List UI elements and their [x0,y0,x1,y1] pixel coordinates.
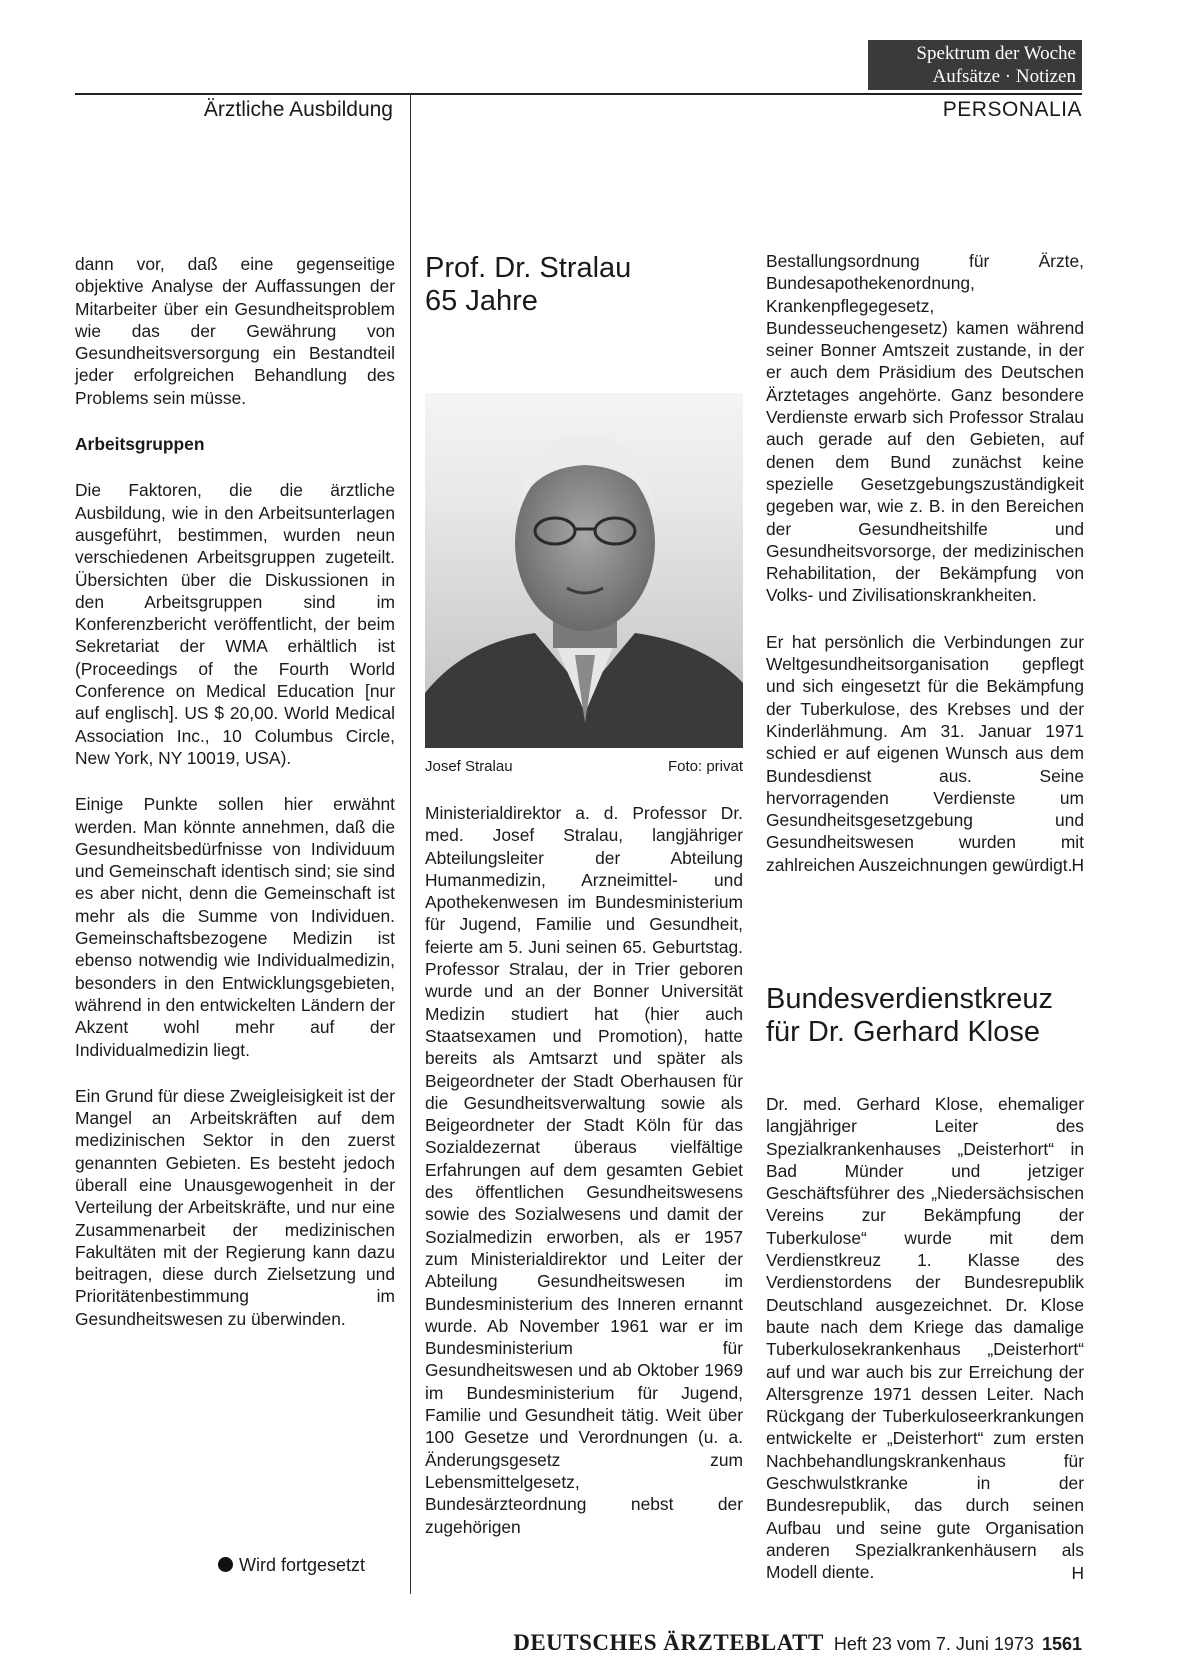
paragraph: Die Faktoren, die die ärztliche Ausbildung, wie in den Arbeitsunterlagen ausgeführt, bestimmen, wurden neun verschiedenen Arbeitsgruppen zugeteilt. Übersichten über die Diskussionen in den Arbeitsgruppen sind im Konferenzbericht veröffentlicht, der beim Sekretariat der WMA erhältlich ist (Proceedings of the Fourth World Conference on Medical Education [nur auf englisch]. US $ 20,00. World Medical Association Inc., 10 Columbus Circle, New York, NY 10019, USA). [75,480,395,768]
article-title-line1: Bundesverdienstkreuz [766,983,1053,1015]
bullet-icon [218,1557,233,1572]
header-rule [75,93,1082,95]
section-label-line1: Spektrum der Woche [916,43,1076,64]
page-number: 1561 [1041,1634,1082,1654]
footer [513,1632,1082,1655]
paragraph: dann vor, daß eine gegenseitige objektive Analyse der Auffassungen der Mitarbeiter über ein Gesundheitsproblem wie das der Gewährung von Gesundheitsversorgung ein Bestandteil jeder erfolgreichen Behandlung des Problems sein müsse. [75,254,395,408]
paragraph: Ministerialdirektor a. d. Professor Dr. med. Josef Stralau, langjähriger Abteilungsleiter der Abteilung Humanmedizin, Arzneimittel- und Apothekenwesen im Bundesministerium für Jugend, Familie und Gesundheit, feierte am 5. Juni seinen 65. Geburtstag. Professor Stralau, der in Trier geboren wurde und an der Bonner Universität Medizin studiert hat (hier auch Staatsexamen und Promotion), hatte bereits als Amtsarzt und später als Beigeordneter der Stadt Oberhausen für die Gesundheitsverwaltung sowie als Beigeordneter der Stadt Köln für das Sozialdezernat überaus vielfältige Erfahrungen auf dem gesamten Gebiet des öffentlichen Gesundheitswesens sowie des Sozialwesens und damit der Sozialmedizin erworben, als er 1957 zum Ministerialdirektor und Leiter der Abteilung Gesundheitswesen im Bundesministerium des Inneren ernannt wurde. Ab November 1961 war er im Bundesministerium für Gesundheitswesen und ab Oktober 1969 im Bundesministerium für Jugend, Familie und Gesundheit tätig. Weit über 100 Gesetze und Verordnungen (u. a. Änderungsgesetz zum Lebensmittelgesetz, Bundesärzteordnung nebst der zugehörigen [425,803,743,1537]
article-title [766,983,1096,1049]
paragraph: Dr. med. Gerhard Klose, ehemaliger langjähriger Leiter des Spezialkrankenhauses „Deisterhort“ in Bad Münder und jetziger Geschäftsführer des „Niedersächsischen Vereins zur Bekämpfung der Tuberkulose“ wurde mit dem Verdienstkreuz 1. Klasse des Verdienstordens der Bundesrepublik Deutschland ausgezeichnet. Dr. Klose baute nach dem Kriege das damalige Tuberkulosekrankenhaus „Deisterhort“ auf und war auch bis zur Erreichung der Altersgrenze 1971 dessen Leiter. Nach Rückgang der Tuberkuloseerkrankungen entwickelte er „Deisterhort“ zum ersten Nachbehandlungskrankenhaus für Geschwulstkranke in der Bundesrepublik, das durch seinen Aufbau und seine gute Organisation anderen Spezialkrankenhäusern als Modell diente. [766,1094,1084,1583]
caption-credit: Foto: privat [667,758,743,775]
section-label-line2: Aufsätze · Notizen [932,66,1076,87]
photo-caption [425,758,743,776]
author-signature: H [1071,1562,1084,1583]
portrait-illustration [425,393,743,748]
journal-name: DEUTSCHES ÄRZTEBLATT [513,1630,824,1655]
header-left: Ärztliche Ausbildung [203,98,393,121]
article-title-line1: Prof. Dr. Stralau [425,252,632,284]
article-title [425,252,745,318]
paragraph: Er hat persönlich die Verbindungen zur Weltgesundheitsorganisation gepflegt und sich eingesetzt für die Bekämpfung der Tuberkulose, des Krebses und der Kinderlähmung. Am 31. Januar 1971 schied er auf eigenen Wunsch aus dem Bundesdienst aus. Seine hervorragenden Verdienste um Gesundheitsgesetzgebung und Gesundheitswesen wurden mit zahlreichen Auszeichnungen gewürdigt. [766,631,1084,875]
issue-info: Heft 23 vom 7. Juni 1973 [833,1634,1034,1654]
continued-note [218,1554,365,1576]
portrait-photo [425,393,743,748]
subheading: Arbeitsgruppen [75,434,205,455]
header-right: PERSONALIA [942,98,1082,121]
caption-name: Josef Stralau [425,758,513,775]
paragraph: Einige Punkte sollen hier erwähnt werden. Man könnte annehmen, daß die Gesundheitsbedürfnisse von Individuum und Gemeinschaft identisch sind; sie sind es aber nicht, denn die Gemeinschaft ist mehr als die Summe von Individuen. Gemeinschaftsbezogene Medizin ist ebenso notwendig wie Individualmedizin, besonders in den Entwicklungsgebieten, während in den entwickelten Ländern der Akzent wohl mehr auf der Individualmedizin liegt. [75,794,395,1060]
column-2 [425,802,743,1562]
continued-text: Wird fortgesetzt [239,1555,366,1575]
column-1 [75,253,395,1354]
column-3 [766,250,1084,876]
column-3-article-2 [766,1093,1084,1584]
column-divider [410,94,411,1594]
article-title-line2: für Dr. Gerhard Klose [766,1016,1040,1048]
author-signature: H [1071,855,1084,876]
section-label [868,40,1082,90]
paragraph: Bestallungsordnung für Ärzte, Bundesapothekenordnung, Krankenpflegegesetz, Bundesseuchengesetz) kamen während seiner Bonner Amtszeit zustande, in der er auch dem Präsidium des Deutschen Ärztetages angehörte. Ganz besondere Verdienste erwarb sich Professor Stralau auch gerade auf den Gebieten, auf denen dem Bund zunächst keine spezielle Gesetzgebungszuständigkeit gegeben war, wie z. B. in den Bereichen der Gesundheitshilfe und Gesundheitsvorsorge, der medizinischen Rehabilitation, der Bekämpfung von Volks- und Zivilisationskrankheiten. [766,251,1084,606]
article-title-line2: 65 Jahre [425,285,538,317]
paragraph: Ein Grund für diese Zweigleisigkeit ist der Mangel an Arbeitskräften auf dem medizinischen Sektor in den zuerst genannten Gebieten. Es besteht jedoch überall eine Unausgewogenheit in der Verteilung der Arbeitskräfte, und nur eine Zusammenarbeit der medizinischen Fakultäten mit der Regierung kann dazu beitragen, diese durch Zielsetzung und Prioritätenbestimmung im Gesundheitswesen zu überwinden. [75,1085,395,1329]
